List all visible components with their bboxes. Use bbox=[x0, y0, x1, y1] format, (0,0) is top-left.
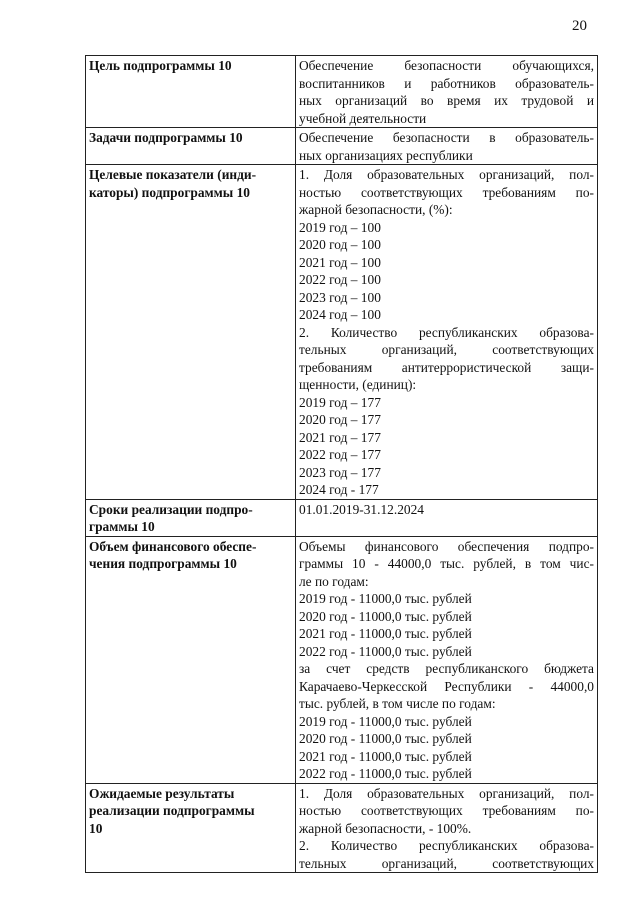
row-value-line: 2023 год – 177 bbox=[299, 464, 381, 480]
table-row bbox=[86, 165, 598, 500]
row-value-line: жарной безопасности, (%): bbox=[299, 202, 453, 217]
row-value-cell bbox=[296, 499, 598, 536]
row-value-line: 1. Доля образовательных организаций, пол- bbox=[299, 785, 594, 801]
row-label-cell bbox=[86, 128, 296, 165]
row-value-line: 2019 год - 11000,0 тыс. рублей bbox=[299, 713, 472, 729]
row-value-cell bbox=[296, 56, 598, 128]
row-value-line: тельных организаций, соответствующих bbox=[299, 342, 594, 357]
row-value-line: 2020 год - 11000,0 тыс. рублей bbox=[299, 608, 472, 624]
row-value-line: 2020 год - 11000,0 тыс. рублей bbox=[299, 731, 472, 746]
row-value-line: 2024 год - 177 bbox=[299, 482, 379, 497]
row-value-line: Карачаево-Черкесской Республики - 44000,0 bbox=[299, 678, 594, 694]
row-label-line: граммы 10 bbox=[89, 519, 155, 534]
row-value-line: Обеспечение безопасности обучающихся, bbox=[299, 58, 594, 73]
table-row bbox=[86, 536, 598, 783]
row-value-line: ных организациях республики bbox=[299, 147, 473, 163]
row-value-line: ных организаций во время их трудовой и bbox=[299, 93, 594, 108]
row-value-line: ностью соответствующих требованиям по- bbox=[299, 803, 594, 818]
row-value-line: 1. Доля образовательных организаций, пол- bbox=[299, 167, 594, 182]
row-value-line: ностью соответствующих требованиям по- bbox=[299, 184, 594, 200]
row-label-line: Цель подпрограммы 10 bbox=[89, 58, 232, 73]
row-value-line: требованиям антитеррористической защи- bbox=[299, 359, 594, 375]
row-value-line: 2021 год – 100 bbox=[299, 254, 381, 270]
row-value-cell bbox=[296, 536, 598, 783]
row-label-cell bbox=[86, 165, 296, 500]
row-value-line: ле по годам: bbox=[299, 573, 369, 589]
row-value-line: 2022 год – 100 bbox=[299, 272, 381, 287]
row-value-line: 2020 год – 177 bbox=[299, 412, 381, 427]
row-label-cell bbox=[86, 499, 296, 536]
table-row bbox=[86, 499, 598, 536]
row-value-line: 2024 год – 100 bbox=[299, 307, 381, 322]
row-value-line: щенности, (единиц): bbox=[299, 377, 417, 392]
table-body bbox=[86, 56, 598, 873]
row-label-line: Ожидаемые результаты bbox=[89, 785, 235, 801]
row-label-line: реализации подпрограммы bbox=[89, 803, 255, 818]
row-label-line: Целевые показатели (инди- bbox=[89, 167, 257, 182]
row-label-cell bbox=[86, 56, 296, 128]
row-label-line: чения подпрограммы 10 bbox=[89, 556, 237, 571]
row-value-cell bbox=[296, 165, 598, 500]
subprogram-passport-table bbox=[85, 55, 598, 873]
row-value-line: Обеспечение безопасности в образователь- bbox=[299, 130, 594, 145]
row-value-line: 2. Количество республиканских образова- bbox=[299, 324, 594, 340]
row-value-line: тельных организаций, соответствующих bbox=[299, 855, 594, 871]
row-label-cell bbox=[86, 536, 296, 783]
table-row bbox=[86, 128, 598, 165]
row-value-line: 2019 год - 11000,0 тыс. рублей bbox=[299, 591, 472, 606]
row-value-line: тыс. рублей, в том числе по годам: bbox=[299, 696, 496, 711]
row-value-line: 2021 год - 11000,0 тыс. рублей bbox=[299, 626, 472, 641]
table-row bbox=[86, 56, 598, 128]
row-value-line: Объемы финансового обеспечения подпро- bbox=[299, 538, 594, 554]
row-value-line: 2021 год – 177 bbox=[299, 429, 381, 445]
row-value-line: 2020 год – 100 bbox=[299, 237, 381, 252]
row-label-line: Задачи подпрограммы 10 bbox=[89, 130, 243, 145]
row-value-line: 2019 год – 100 bbox=[299, 219, 381, 235]
row-value-line: за счет средств республиканского бюджета bbox=[299, 661, 594, 676]
row-value-line: 2019 год – 177 bbox=[299, 394, 381, 410]
row-value-line: жарной безопасности, - 100%. bbox=[299, 820, 472, 836]
row-label-line: Объем финансового обеспе- bbox=[89, 538, 257, 554]
row-value-cell bbox=[296, 783, 598, 873]
row-value-line: 2022 год - 11000,0 тыс. рублей bbox=[299, 766, 472, 781]
row-value-line: воспитанников и работников образователь- bbox=[299, 75, 594, 91]
row-value-line: 01.01.2019-31.12.2024 bbox=[299, 501, 424, 517]
row-label-cell bbox=[86, 783, 296, 873]
row-value-line: граммы 10 - 44000,0 тыс. рублей, в том чис- bbox=[299, 556, 594, 571]
row-label-line: Сроки реализации подпро- bbox=[89, 501, 253, 517]
row-value-line: 2023 год – 100 bbox=[299, 289, 381, 305]
row-value-line: 2022 год - 11000,0 тыс. рублей bbox=[299, 643, 472, 659]
row-value-cell bbox=[296, 128, 598, 165]
row-label-line: 10 bbox=[89, 820, 103, 836]
page-number: 20 bbox=[572, 18, 587, 34]
row-value-line: 2022 год – 177 bbox=[299, 447, 381, 462]
row-label-line: каторы) подпрограммы 10 bbox=[89, 184, 250, 200]
row-value-line: учебной деятельности bbox=[299, 110, 427, 126]
row-value-line: 2021 год - 11000,0 тыс. рублей bbox=[299, 748, 472, 764]
table-row bbox=[86, 783, 598, 873]
row-value-line: 2. Количество республиканских образова- bbox=[299, 838, 594, 853]
